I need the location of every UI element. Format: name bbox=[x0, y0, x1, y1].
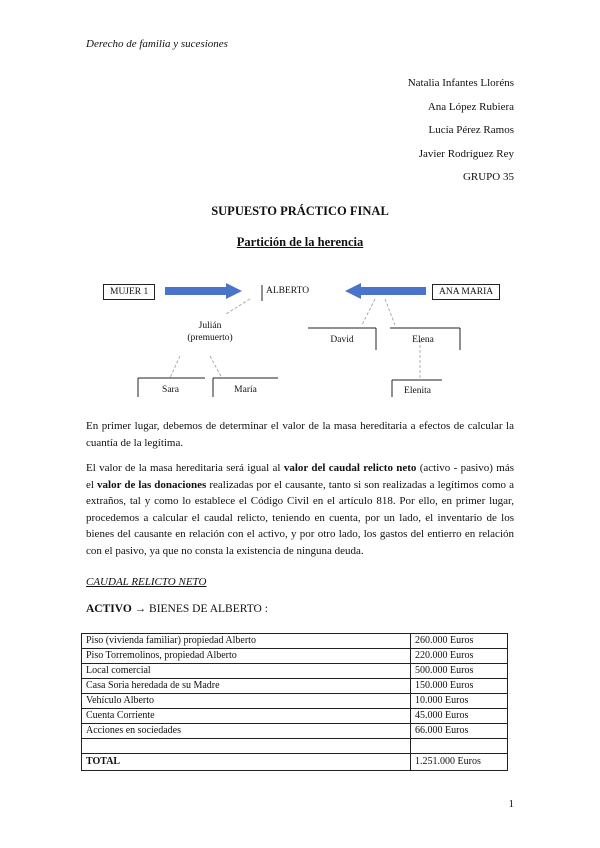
paragraph-text: realizadas por el causante, tanto si son realizadas a legítimos como a extraños, tal y como lo establece el Código Civil en el artículo 818. Por ello, en primer lugar, procedemos a calcular el caudal relicto, teniendo en cuenta, por un lado, el inventario de los bienes del causante en relación con el activo, y por otro lado, los gastos del entierro en relación con el pasivo, ya que no consta la existencia de ninguna deuda. bbox=[86, 478, 514, 557]
asset-value: 10.000 Euros bbox=[411, 694, 508, 709]
table-row bbox=[82, 664, 508, 679]
asset-name: Piso Torremolinos, propiedad Alberto bbox=[82, 649, 411, 664]
document-subtitle: Partición de la herencia bbox=[236, 235, 364, 249]
asset-value: 500.000 Euros bbox=[411, 664, 508, 679]
emphasis-donaciones: valor de las donaciones bbox=[97, 478, 207, 491]
node-julian-note: (premuerto) bbox=[187, 333, 233, 343]
table-row bbox=[82, 679, 508, 694]
activo-description: → BIENES DE ALBERTO : bbox=[131, 603, 268, 615]
running-header: Derecho de familia y sucesiones bbox=[86, 38, 228, 50]
asset-value: 220.000 Euros bbox=[411, 649, 508, 664]
family-tree-diagram bbox=[0, 270, 600, 405]
assets-table bbox=[81, 633, 508, 771]
table-row bbox=[82, 649, 508, 664]
document-title: SUPUESTO PRÁCTICO FINAL bbox=[211, 204, 389, 218]
author-name: Javier Rodríguez Rey bbox=[418, 147, 514, 160]
paragraph-text: (activo - pasivo) más el bbox=[86, 462, 515, 491]
node-julian bbox=[170, 320, 250, 344]
table-row bbox=[82, 709, 508, 724]
asset-name: Cuenta Corriente bbox=[82, 709, 411, 724]
author-name: Lucía Pérez Ramos bbox=[428, 124, 514, 136]
asset-value: 150.000 Euros bbox=[411, 679, 508, 694]
author-name: Natalia Infantes Lloréns bbox=[407, 77, 514, 89]
emphasis-caudal-relicto: valor del caudal relicto neto bbox=[283, 462, 417, 474]
node-elenita: Elenita bbox=[404, 386, 431, 396]
node-sara: Sara bbox=[162, 385, 179, 395]
page-number: 1 bbox=[508, 798, 514, 810]
arrow-left-icon bbox=[345, 283, 426, 299]
node-ana-maria: ANA MARIA bbox=[432, 284, 500, 300]
paragraph-intro: En primer lugar, debemos de determinar el valor de la masa hereditaria a efectos de calcular la cuantía de la legítima. bbox=[86, 420, 514, 449]
table-row bbox=[82, 724, 508, 739]
asset-value: 66.000 Euros bbox=[411, 724, 508, 739]
arrow-right-icon bbox=[165, 283, 242, 299]
paragraph-text: El valor de la masa hereditaria será igual al bbox=[86, 462, 284, 474]
author-list bbox=[408, 72, 514, 190]
asset-name: Casa Soria heredada de su Madre bbox=[82, 679, 411, 694]
asset-name: Acciones en sociedades bbox=[82, 724, 411, 739]
table-row-total bbox=[82, 754, 508, 771]
author-name: Ana López Rubiera bbox=[427, 100, 514, 113]
empty-cell bbox=[82, 739, 411, 754]
empty-cell bbox=[411, 739, 508, 754]
asset-value: 45.000 Euros bbox=[411, 709, 508, 724]
table-row-empty bbox=[82, 739, 508, 754]
group-label: GRUPO 35 bbox=[462, 171, 514, 183]
node-david: David bbox=[330, 335, 354, 345]
table-row bbox=[82, 694, 508, 709]
node-julian-name: Julián bbox=[198, 321, 222, 331]
asset-name: Piso (vivienda familiar) propiedad Alberto bbox=[82, 634, 411, 649]
node-maria: María bbox=[234, 385, 257, 395]
node-elena: Elena bbox=[412, 335, 434, 345]
table-row bbox=[82, 634, 508, 649]
asset-name: Vehículo Alberto bbox=[82, 694, 411, 709]
node-mujer: MUJER 1 bbox=[103, 284, 155, 300]
total-value: 1.251.000 Euros bbox=[411, 754, 508, 771]
asset-name: Local comercial bbox=[82, 664, 411, 679]
section-heading: CAUDAL RELICTO NETO bbox=[86, 576, 207, 588]
paragraph-valor-masa bbox=[86, 460, 514, 559]
asset-value: 260.000 Euros bbox=[411, 634, 508, 649]
total-label: TOTAL bbox=[82, 754, 411, 771]
activo-heading bbox=[86, 603, 268, 615]
activo-label: ACTIVO bbox=[86, 603, 132, 615]
node-alberto: ALBERTO bbox=[266, 286, 310, 296]
